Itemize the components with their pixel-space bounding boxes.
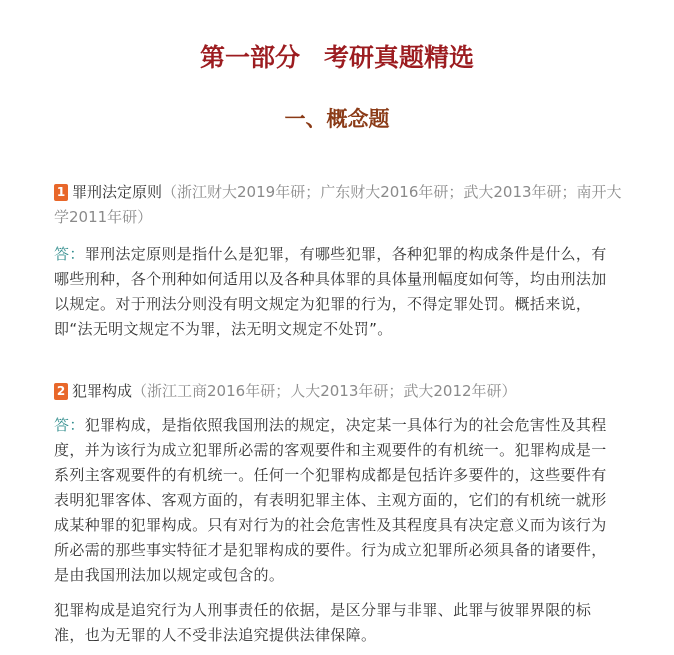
question-1: [54, 180, 626, 230]
part-title: [0, 40, 674, 76]
section-title: 一、概念题: [284, 107, 390, 131]
part-title-left: 第一部分: [199, 43, 300, 72]
question-number-badge: 2: [54, 383, 68, 400]
answer-label: 答：: [54, 245, 85, 263]
answer-2-paragraph-2: 犯罪构成是追究行为人刑事责任的依据，是区分罪与非罪、此罪与彼罪界限的标准，也为无罪的人不受非法追究提供法律保障。: [54, 601, 592, 644]
question-source: （浙江财大2019年研；广东财大2016年研；武大2013年研；南开大学2011年研）: [54, 183, 622, 226]
question-number-badge: 1: [54, 184, 68, 201]
answer-2: [54, 413, 620, 588]
question-term: 犯罪构成: [72, 382, 133, 400]
part-title-right: 考研真题精选: [324, 43, 475, 72]
answer-text: 罪刑法定原则是指什么是犯罪，有哪些犯罪，各种犯罪的构成条件是什么，有哪些刑种，各个刑种如何适用以及各种具体罪的具体量刑幅度如何等，均由刑法加以规定。对于刑法分则没有明文规定为犯罪的行为，不得定罪处罚。概括来说，即“法无明文规定不为罪，法无明文规定不处罚”。: [54, 245, 607, 338]
answer-text: 犯罪构成，是指依照我国刑法的规定，决定某一具体行为的社会危害性及其程度，并为该行为成立犯罪所必需的客观要件和主观要件的有机统一。犯罪构成是一系列主客观要件的有机统一。任何一个犯罪构成都是包括许多要件的，这些要件有表明犯罪客体、客观方面的，有表明犯罪主体、主观方面的，它们的有机统一就形成某种罪的犯罪构成。只有对行为的社会危害性及其程度具有决定意义而为该行为所必需的那些事实特征才是犯罪构成的要件。行为成立犯罪所必须具备的诸要件，是由我国刑法加以规定或包含的。: [54, 416, 607, 584]
answer-label: 答：: [54, 416, 85, 434]
question-2: [54, 379, 626, 404]
question-term: 罪刑法定原则: [72, 183, 163, 201]
question-source: （浙江工商2016年研；人大2013年研；武大2012年研）: [132, 382, 517, 400]
answer-1: [54, 242, 620, 342]
